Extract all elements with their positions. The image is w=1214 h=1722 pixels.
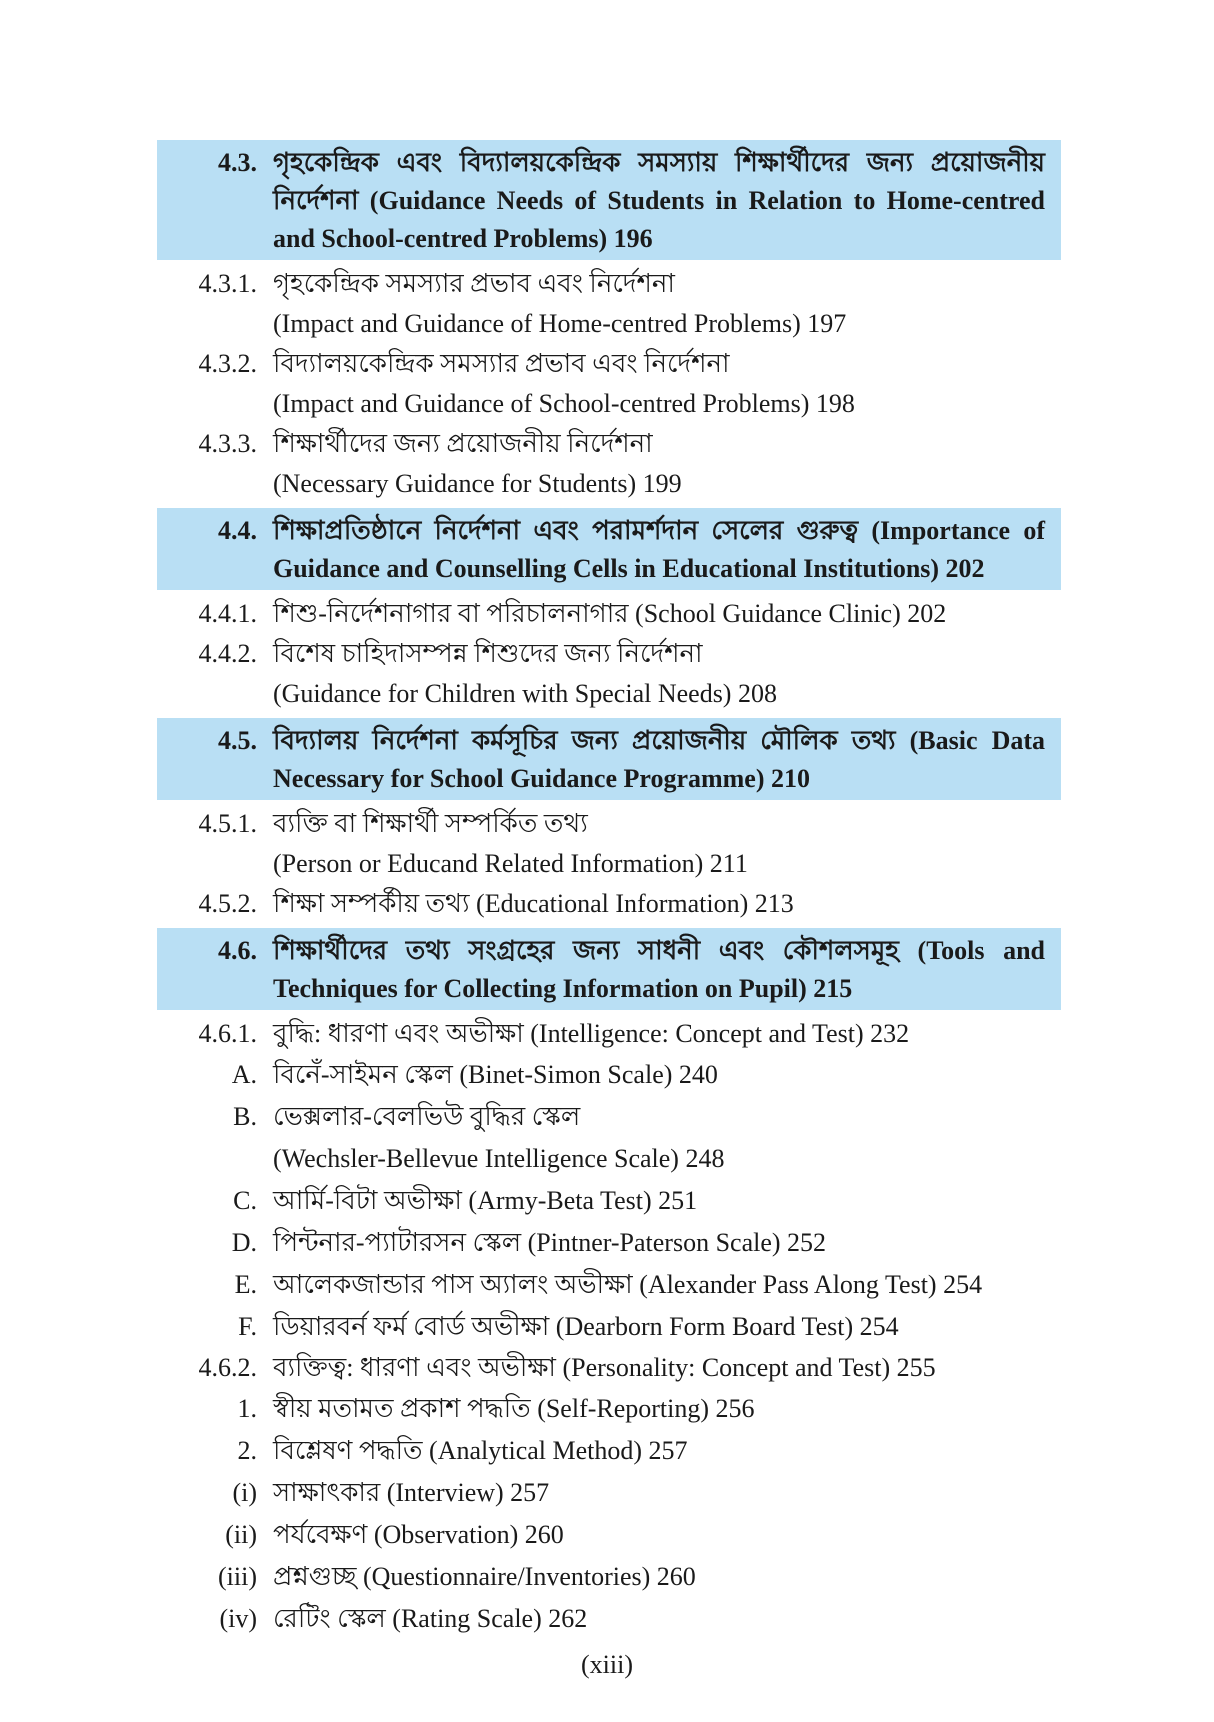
subitem-line: সাক্ষাৎকার (Interview) 257 [273, 1478, 550, 1507]
section-title: শিক্ষার্থীদের তথ্য সংগ্রহের জন্য সাধনী এবং কৌশলসমূহ (Tools and Techniques for Collecting Information on Pupil) 215 [273, 936, 1045, 1003]
toc-section-4-4 [157, 508, 1061, 590]
subitem-text [273, 1430, 1061, 1472]
toc-item-4-6-2 [157, 1348, 1061, 1388]
item-text [273, 264, 1061, 344]
subitem-marker: F. [238, 1312, 257, 1341]
toc-section-4-3 [157, 140, 1061, 260]
subitem-marker: C. [233, 1186, 257, 1215]
item-line: ব্যক্তিত্ব: ধারণা এবং অভীক্ষা (Personality: Concept and Test) 255 [273, 1353, 936, 1382]
item-text [273, 1014, 1061, 1054]
toc-subitem-f [157, 1306, 1061, 1348]
subitem-line: প্রশ্নগুচ্ছ (Questionnaire/Inventories) 260 [273, 1562, 696, 1591]
toc-item-4-5-2 [157, 884, 1061, 924]
item-line: (Impact and Guidance of School-centred Problems) 198 [273, 389, 855, 418]
toc-item-4-4-1 [157, 594, 1061, 634]
subitem-line: (Wechsler-Bellevue Intelligence Scale) 248 [273, 1144, 725, 1173]
item-line: শিক্ষা সম্পর্কীয় তথ্য (Educational Information) 213 [273, 889, 794, 918]
subitem-line: ভেক্সলার-বেলভিউ বুদ্ধির স্কেল [273, 1102, 581, 1131]
section-number: 4.6. [218, 936, 257, 965]
toc-subitem-c [157, 1180, 1061, 1222]
toc-subitem-iv [157, 1598, 1061, 1640]
subitem-text [273, 1222, 1061, 1264]
subitem-text [273, 1180, 1061, 1222]
toc-subitem-iii [157, 1556, 1061, 1598]
item-line: (Impact and Guidance of Home-centred Problems) 197 [273, 309, 847, 338]
subitem-text [273, 1054, 1061, 1096]
toc-section-4-6 [157, 928, 1061, 1010]
section-number: 4.3. [218, 148, 257, 177]
toc-subitem-ii [157, 1514, 1061, 1556]
section-number: 4.5. [218, 726, 257, 755]
item-line: গৃহকেন্দ্রিক সমস্যার প্রভাব এবং নির্দেশনা [273, 269, 675, 298]
toc-subitem-d [157, 1222, 1061, 1264]
subitem-marker: (i) [232, 1478, 257, 1507]
subitem-line: পর্যবেক্ষণ (Observation) 260 [273, 1520, 564, 1549]
toc-item-4-3-3 [157, 424, 1061, 504]
item-text [273, 594, 1061, 634]
subitem-line: পিন্টনার-প্যাটারসন স্কেল (Pintner-Paterson Scale) 252 [273, 1228, 827, 1257]
toc-item-4-3-2 [157, 344, 1061, 424]
section-title: শিক্ষাপ্রতিষ্ঠানে নির্দেশনা এবং পরামর্শদান সেলের গুরুত্ব (Importance of Guidance and Counselling Cells in Educational Institutions) 202 [273, 516, 1045, 583]
item-number: 4.6.1. [198, 1019, 257, 1048]
subitem-marker: D. [231, 1228, 257, 1257]
item-line: বুদ্ধি: ধারণা এবং অভীক্ষা (Intelligence: Concept and Test) 232 [273, 1019, 910, 1048]
subitem-marker: (iv) [219, 1604, 257, 1633]
subitem-marker: (ii) [225, 1520, 257, 1549]
subitem-line: আর্মি-বিটা অভীক্ষা (Army-Beta Test) 251 [273, 1186, 698, 1215]
subitem-text [273, 1306, 1061, 1348]
subitem-marker: B. [233, 1102, 257, 1131]
section-title: গৃহকেন্দ্রিক এবং বিদ্যালয়কেন্দ্রিক সমস্যায় শিক্ষার্থীদের জন্য প্রয়োজনীয় নির্দেশনা (Guidance Needs of Students in Relation to Home-centred and School-centred Problems) 196 [273, 148, 1045, 253]
section-number: 4.4. [218, 516, 257, 545]
subitem-line: আলেকজান্ডার পাস অ্যালং অভীক্ষা (Alexander Pass Along Test) 254 [273, 1270, 983, 1299]
item-line: (Person or Educand Related Information) 211 [273, 849, 748, 878]
toc-subitem-2 [157, 1430, 1061, 1472]
item-line: শিক্ষার্থীদের জন্য প্রয়োজনীয় নির্দেশনা [273, 429, 653, 458]
toc-subitem-i [157, 1472, 1061, 1514]
table-of-contents [157, 140, 1061, 1640]
subitem-line: রেটিং স্কেল (Rating Scale) 262 [273, 1604, 588, 1633]
item-text [273, 804, 1061, 884]
item-line: বিশেষ চাহিদাসম্পন্ন শিশুদের জন্য নির্দেশনা [273, 639, 703, 668]
item-number: 4.4.1. [198, 599, 257, 628]
subitem-text [273, 1514, 1061, 1556]
toc-item-4-6-1 [157, 1014, 1061, 1054]
item-number: 4.3.1. [198, 269, 257, 298]
item-number: 4.4.2. [198, 639, 257, 668]
subitem-text [273, 1264, 1061, 1306]
page-number: (xiii) [581, 1650, 633, 1679]
subitem-line: বিনেঁ-সাইমন স্কেল (Binet-Simon Scale) 240 [273, 1060, 718, 1089]
subitem-text [273, 1556, 1061, 1598]
subitem-text [273, 1096, 1061, 1180]
subitem-text [273, 1598, 1061, 1640]
toc-item-4-5-1 [157, 804, 1061, 884]
item-line: ব্যক্তি বা শিক্ষার্থী সম্পর্কিত তথ্য [273, 809, 588, 838]
subitem-line: ডিয়ারবর্ন ফর্ম বোর্ড অভীক্ষা (Dearborn Form Board Test) 254 [273, 1312, 899, 1341]
subitem-line: বিশ্লেষণ পদ্ধতি (Analytical Method) 257 [273, 1436, 688, 1465]
subitem-marker: A. [231, 1060, 257, 1089]
toc-item-4-4-2 [157, 634, 1061, 714]
subitem-line: স্বীয় মতামত প্রকাশ পদ্ধতি (Self-Reporting) 256 [273, 1394, 755, 1423]
item-number: 4.3.2. [198, 349, 257, 378]
subitem-marker: (iii) [218, 1562, 257, 1591]
toc-item-4-3-1 [157, 264, 1061, 344]
item-text [273, 884, 1061, 924]
item-text [273, 634, 1061, 714]
subitem-marker: 2. [237, 1436, 257, 1465]
subitem-text [273, 1472, 1061, 1514]
toc-subitem-b [157, 1096, 1061, 1180]
item-line: শিশু-নির্দেশনাগার বা পরিচালনাগার (School Guidance Clinic) 202 [273, 599, 947, 628]
toc-subitem-a [157, 1054, 1061, 1096]
item-number: 4.5.2. [198, 889, 257, 918]
toc-subitem-e [157, 1264, 1061, 1306]
subitem-marker: E. [234, 1270, 257, 1299]
toc-section-4-5 [157, 718, 1061, 800]
item-number: 4.5.1. [198, 809, 257, 838]
item-line: বিদ্যালয়কেন্দ্রিক সমস্যার প্রভাব এবং নির্দেশনা [273, 349, 730, 378]
section-title: বিদ্যালয় নির্দেশনা কর্মসূচির জন্য প্রয়োজনীয় মৌলিক তথ্য (Basic Data Necessary for School Guidance Programme) 210 [273, 726, 1045, 793]
item-text [273, 344, 1061, 424]
item-text [273, 1348, 1061, 1388]
toc-subitem-1 [157, 1388, 1061, 1430]
subitem-text [273, 1388, 1061, 1430]
item-number: 4.6.2. [198, 1353, 257, 1382]
item-number: 4.3.3. [198, 429, 257, 458]
item-line: (Necessary Guidance for Students) 199 [273, 469, 682, 498]
item-text [273, 424, 1061, 504]
item-line: (Guidance for Children with Special Needs) 208 [273, 679, 777, 708]
subitem-marker: 1. [237, 1394, 257, 1423]
